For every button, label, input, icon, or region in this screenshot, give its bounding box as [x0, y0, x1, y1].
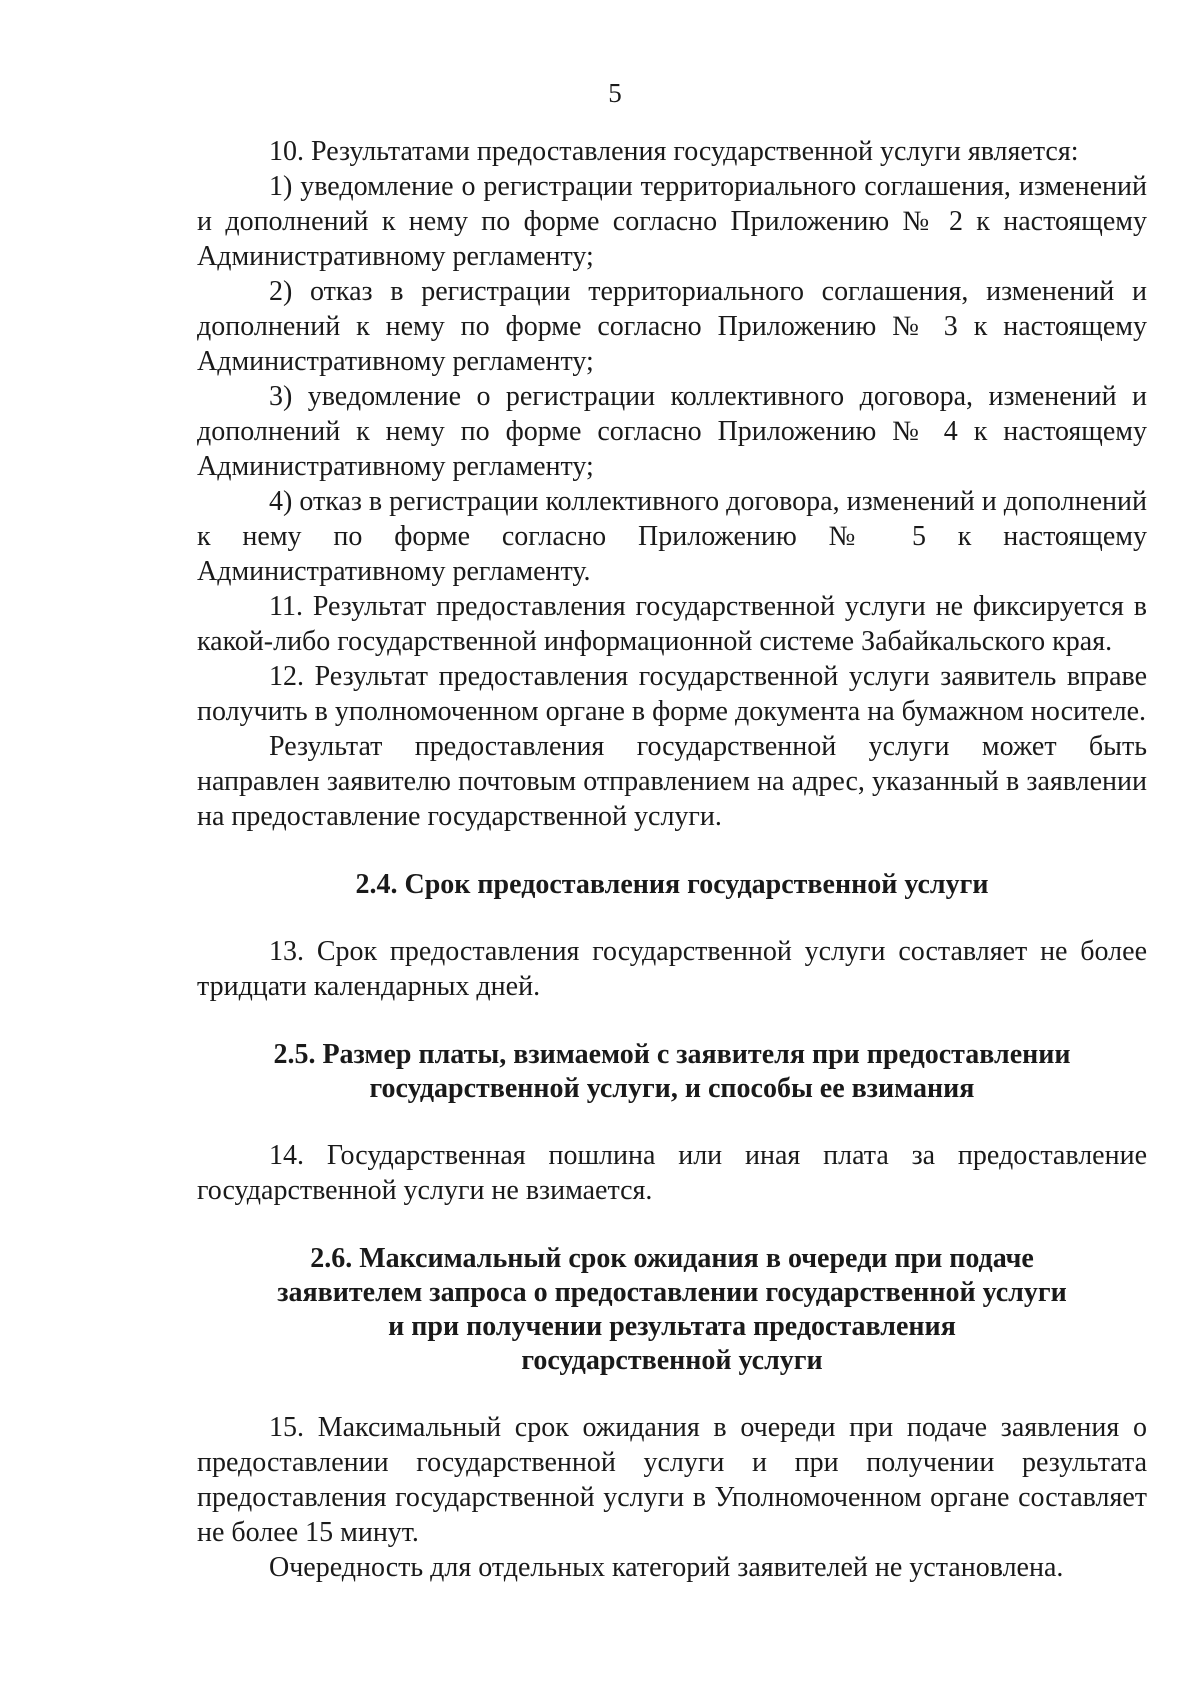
list-item-3: 3) уведомление о регистрации коллективного договора, изменений и дополнений к нему по форме согласно Приложению № 4 к настоящему Административному регламенту; [197, 381, 1147, 482]
paragraph-15: 15. Максимальный срок ожидания в очереди при подаче заявления о предоставлении государственной услуги и при получении результата предоставления государственной услуги в Уполномоченном органе составляет не более 15 минут. [197, 1412, 1147, 1548]
heading-line: государственной услуги, и способы ее взимания [369, 1073, 975, 1104]
paragraph-11: 11. Результат предоставления государственной услуги не фиксируется в какой-либо государственной информационной системе Забайкальского края. [197, 591, 1147, 657]
section-heading-2-5 [197, 1038, 1147, 1106]
heading-line: 2.4. Срок предоставления государственной услуги [355, 869, 989, 900]
list-item-1: 1) уведомление о регистрации территориального соглашения, изменений и дополнений к нему по форме согласно Приложению № 2 к настоящему Административному регламенту; [197, 171, 1147, 272]
heading-line: 2.5. Размер платы, взимаемой с заявителя при предоставлении [273, 1039, 1071, 1070]
paragraph-14: 14. Государственная пошлина или иная плата за предоставление государственной услуги не взимается. [197, 1140, 1147, 1206]
heading-line: 2.6. Максимальный срок ожидания в очереди при подаче [310, 1243, 1034, 1274]
section-heading-2-6 [197, 1242, 1147, 1378]
heading-line: и при получении результата предоставления [388, 1311, 956, 1342]
page-number: 5 [608, 78, 622, 108]
paragraph-12-continued: Результат предоставления государственной услуги может быть направлен заявителю почтовым отправлением на адрес, указанный в заявлении на предоставление государственной услуги. [197, 731, 1147, 832]
paragraph-13: 13. Срок предоставления государственной услуги составляет не более тридцати календарных дней. [197, 936, 1147, 1002]
document-body [197, 134, 1147, 1585]
section-heading-2-4 [197, 868, 1147, 902]
heading-line: заявителем запроса о предоставлении государственной услуги [277, 1277, 1067, 1308]
paragraph-10: 10. Результатами предоставления государственной услуги является: [269, 136, 1079, 167]
heading-line: государственной услуги [521, 1345, 823, 1376]
paragraph-12: 12. Результат предоставления государственной услуги заявитель вправе получить в уполномоченном органе в форме документа на бумажном носителе. [197, 661, 1147, 727]
paragraph-15-continued: Очередность для отдельных категорий заявителей не установлена. [269, 1552, 1064, 1583]
list-item-4: 4) отказ в регистрации коллективного договора, изменений и дополнений к нему по форме согласно Приложению № 5 к настоящему Административному регламенту. [197, 486, 1147, 587]
list-item-2: 2) отказ в регистрации территориального соглашения, изменений и дополнений к нему по форме согласно Приложению № 3 к настоящему Административному регламенту; [197, 276, 1147, 377]
